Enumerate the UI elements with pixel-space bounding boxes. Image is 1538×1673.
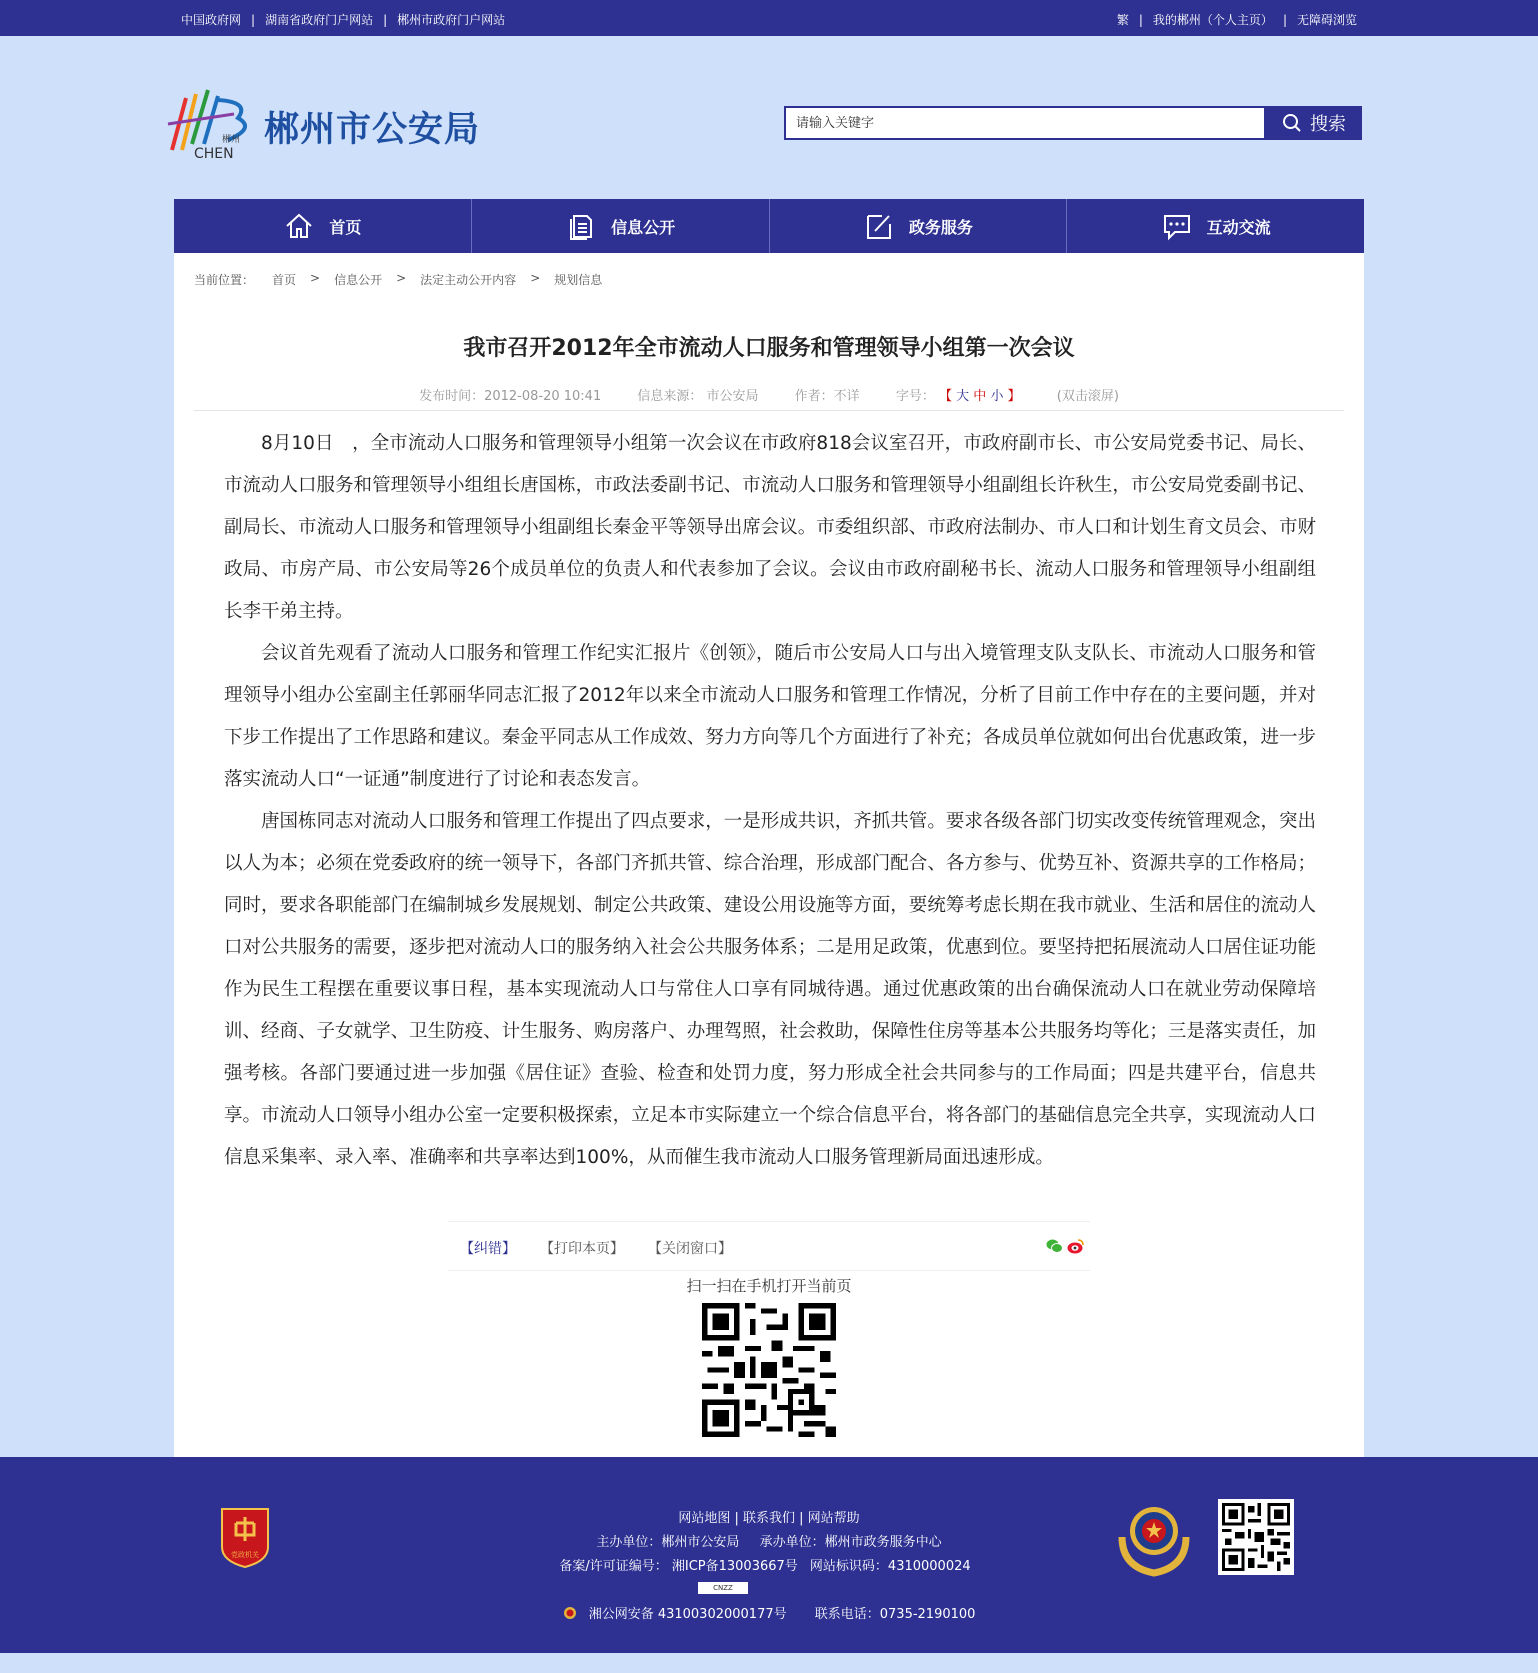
breadcrumb-separator: > [396,271,407,285]
police-record-text: 湘公网安备 43100302000177号 [588,1607,787,1622]
main-nav [174,199,1364,253]
search-button-label: 搜索 [1310,114,1346,135]
link-hunan-gov[interactable]: 湖南省政府门户网站 [265,13,374,27]
link-chenzhou-gov[interactable]: 郴州市政府门户网站 [397,13,506,27]
scroll-hint: (双击滚屏) [1056,389,1119,404]
bracket: 【 [938,389,952,404]
article-paragraph: 会议首先观看了流动人口服务和管理工作纪实汇报片《创领》，随后市公安局人口与出入境管理支队支队长、市流动人口服务和管理领导小组办公室副主任郭丽华同志汇报了2012年以来全市流动人口服务和管理工作情况，分析了目前工作中存在的主要问题，并对下步工作提出了工作思路和建议。秦金平同志从工作成效、努力方向等几个方面进行了补充；各成员单位就如何出台优惠政策，进一步落实流动人口“一证通”制度进行了讨论和表态发言。 [224,643,1316,790]
footer [0,1457,1538,1653]
nav-item-home[interactable] [174,199,472,253]
article-title: 我市召开2012年全市流动人口服务和管理领导小组第一次会议 [463,336,1075,361]
site-help-link[interactable]: 网站帮助 [807,1511,860,1526]
contact-us-link[interactable]: 联系我们 [742,1511,795,1526]
print-page-link[interactable]: 【打印本页】 [540,1241,624,1257]
breadcrumb-separator: > [530,271,541,285]
divider [194,410,1344,411]
svg-text:党政机关: 党政机关 [231,1551,259,1559]
search-icon [1282,113,1302,133]
footer-links [0,1507,1538,1526]
chat-icon [1161,210,1193,242]
font-size-small[interactable]: 小 [990,389,1004,404]
separator: | [1282,12,1287,27]
content-panel [174,253,1364,1457]
weibo-icon[interactable] [1067,1238,1084,1254]
icp-record-link[interactable]: 备案/许可证编号： 湘ICP备13003667号 [559,1559,798,1574]
bracket: 】 [1007,389,1021,404]
host-unit: 主办单位：郴州市公安局 [596,1535,740,1550]
footer-qr-code-icon [1218,1499,1294,1575]
top-bar [0,0,1538,36]
source-value: 市公安局 [706,389,759,404]
breadcrumb-home[interactable]: 首页 [272,273,297,287]
source [637,389,758,404]
police-emblem-icon [1114,1497,1194,1577]
site-id: 网站标识码：4310000024 [809,1559,971,1574]
home-icon [283,210,315,242]
font-size-label: 字号： [895,389,935,404]
top-links-left [181,11,505,28]
nav-item-interaction[interactable] [1067,199,1364,253]
author: 作者：不详 [794,389,860,404]
link-traditional-chinese[interactable]: 繁 [1116,13,1129,27]
breadcrumb-planning[interactable]: 规划信息 [554,273,603,287]
site-title: 郴州市公安局 [264,110,481,150]
link-accessibility[interactable]: 无障碍浏览 [1296,13,1357,27]
chenzhou-logo-icon[interactable] [164,84,256,164]
share-buttons [1046,1238,1084,1254]
header [0,36,1538,199]
article-paragraph: 唐国栋同志对流动人口服务和管理工作提出了四点要求，一是形成共识，齐抓共管。要求各级各部门切实改变传统管理观念，突出以人为本；必须在党委政府的统一领导下，各部门齐抓共管、综合治理，形成部门配合、各方参与、优势互补、资源共享的工作格局；同时，要求各职能部门在编制城乡发展规划、制定公共政策、建设公用设施等方面，要统筹考虑长期在我市就业、生活和居住的流动人口对公共服务的需要，逐步把对流动人口的服务纳入社会公共服务体系；二是用足政策，优惠到位。要坚持把拓展流动人口居住证功能作为民生工程摆在重要议事日程，基本实现流动人口与常住人口享有同城待遇。通过优惠政策的出台确保流动人口在就业劳动保障培训、经商、子女就学、卫生防疫、计生服务、购房落户、办理驾照，社会救助，保障性住房等基本公共服务均等化；三是落实责任，加强考核。各部门要通过进一步加强《居住证》查验、检查和处罚力度，努力形成全社会共同参与的工作局面；四是共建平台，信息共享。市流动人口领导小组办公室一定要积极探索，立足本市实际建立一个综合信息平台，将各部门的基础信息完全共享，实现流动人口信息采集率、录入率、准确率和共享率达到100%，从而催生我市流动人口服务管理新局面迅速形成。 [224,811,1316,1168]
close-window-link[interactable]: 【关闭窗口】 [648,1241,732,1257]
police-record-icon [563,1606,577,1620]
search-input[interactable] [786,108,1264,138]
article-meta [174,385,1364,404]
separator: | [799,1511,808,1526]
search-box [784,106,1266,140]
correct-error-link[interactable]: 【纠错】 [460,1241,516,1257]
article-paragraph: 8月10日 ，全市流动人口服务和管理领导小组第一次会议在市政府818会议室召开，市政府副市长、市公安局党委书记、局长、市流动人口服务和管理领导小组组长唐国栋，市政法委副书记、市流动人口服务和管理领导小组副组长许秋生，市公安局党委副书记、副局长、市流动人口服务和管理领导小组副组长秦金平等领导出席会议。市委组织部、市政府法制办、市人口和计划生育文员会、市财政局、市房产局、市公安局等26个成员单位的负责人和代表参加了会议。会议由市政府副秘书长、流动人口服务和管理领导小组副组长李干弟主持。 [224,433,1316,622]
font-size-medium[interactable]: 中 [973,389,987,404]
font-size-control [896,389,1025,404]
police-record[interactable] [563,1607,799,1622]
document-icon [565,210,597,242]
nav-label: 互动交流 [1206,217,1271,237]
separator: | [251,12,256,27]
link-gov-cn[interactable]: 中国政府网 [181,13,242,27]
contact-phone: 联系电话：0735-2190100 [814,1607,976,1622]
cnzz-badge[interactable]: CNZZ [698,1582,748,1594]
article-tools [448,1221,1090,1271]
undertake-unit: 承办单位：郴州市政务服务中心 [759,1535,942,1550]
nav-label: 首页 [329,217,362,237]
page-qr-code-icon [702,1303,836,1437]
breadcrumb-statutory[interactable]: 法定主动公开内容 [420,273,517,287]
separator: | [734,1511,743,1526]
nav-item-gov-services[interactable] [770,199,1068,253]
top-links-right [1117,11,1357,28]
breadcrumb-label: 当前位置： [194,273,255,287]
breadcrumb [194,271,602,288]
breadcrumb-info-disclosure[interactable]: 信息公开 [334,273,383,287]
separator: | [383,12,388,27]
link-my-chenzhou[interactable]: 我的郴州（个人主页） [1152,13,1273,27]
svg-text:CHEN: CHEN [194,146,234,162]
separator: | [1138,12,1143,27]
nav-item-info-disclosure[interactable] [472,199,770,253]
source-label: 信息来源： [637,389,703,404]
nav-label: 信息公开 [611,217,676,237]
edit-icon [863,210,895,242]
footer-host-line [0,1531,1538,1550]
wechat-icon[interactable] [1046,1238,1063,1254]
svg-text:郴州: 郴州 [222,135,241,145]
nav-label: 政务服务 [908,217,973,237]
breadcrumb-separator: > [310,271,321,285]
publish-time: 发布时间：2012-08-20 10:41 [419,389,602,404]
font-size-big[interactable]: 大 [956,389,970,404]
search-button[interactable] [1266,106,1362,140]
scan-qr-text: 扫一扫在手机打开当前页 [686,1277,852,1295]
article-body [224,423,1316,1179]
site-map-link[interactable]: 网站地图 [678,1511,731,1526]
footer-icp-line [0,1555,1538,1574]
footer-police-line [0,1603,1538,1622]
